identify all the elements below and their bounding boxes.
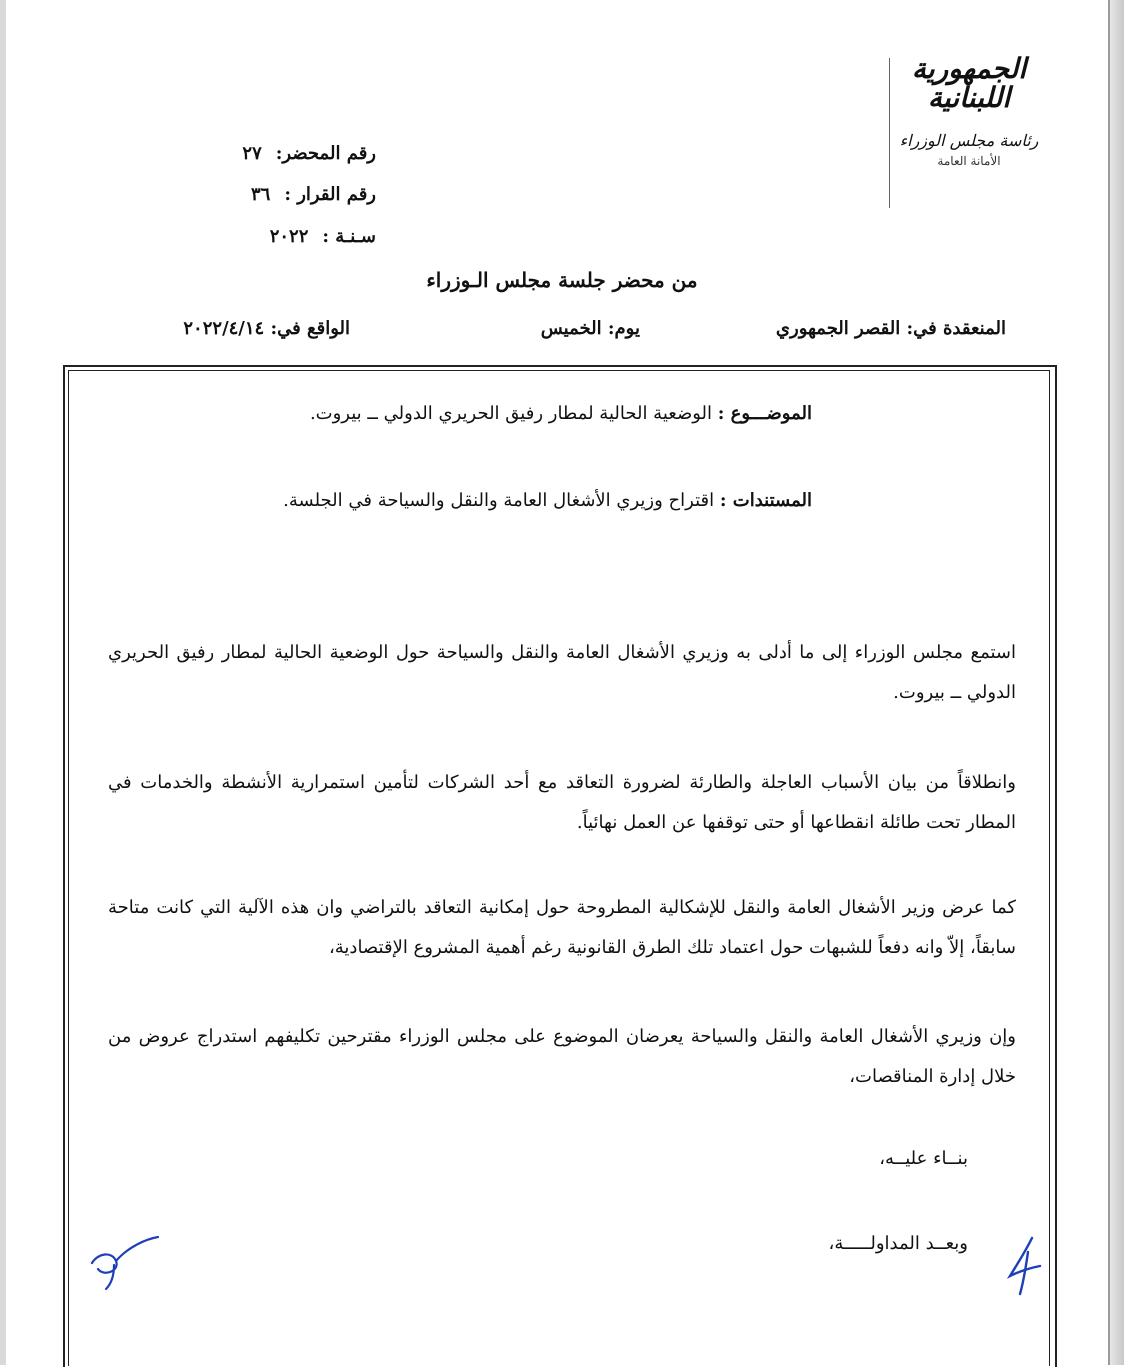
document-frame-inner [68,370,1050,1366]
initials-signature-right [1002,1232,1052,1302]
emblem-line-2: اللبنانية [927,81,1011,114]
documents-value: اقتراح وزيري الأشغال العامة والنقل والسياحة في الجلسة. [283,490,715,511]
subject [310,403,812,424]
year-label: سـنـة : [322,226,376,247]
session-day [541,318,640,339]
held-at-label: المنعقدة في: [906,318,1006,339]
subject-label: الموضـــوع : [717,403,812,424]
page-edge-left [0,0,6,1365]
decision-number [251,184,376,205]
decision-number-value: ٣٦ [250,184,271,205]
page-edge-right [1110,0,1124,1365]
session-day-label: يوم: [607,318,640,339]
deliberation-line: وبعــد المداولـــــة، [828,1233,968,1254]
emblem-divider [889,58,890,208]
documents [283,490,812,511]
emblem-line-4: الأمانة العامة [937,154,1001,168]
session-date [183,318,350,339]
paragraph-4: وإن وزيري الأشغال العامة والنقل والسياحة يعرضان الموضوع على مجلس الوزراء مقترحين تكليفهم استدراج عروض من خلال إدارة المناقصات، [108,1026,1016,1087]
paragraph-3: كما عرض وزير الأشغال العامة والنقل للإشكالية المطروحة حول إمكانية التعاقد بالتراضي وان هذه الآلية التي كانت متاحة سابقاً، إلاّ وانه دفعاً للشبهات حول اعتماد تلك الطرق القانونية رغم أهمية المشروع الإقتصادية، [108,897,1016,958]
minutes-number [242,143,376,164]
paragraph-2: وانطلاقاً من بيان الأسباب العاجلة والطارئة لضرورة التعاقد مع أحد الشركات لتأمين استمرارية الأنشطة والخدمات في المطار تحت طائلة انقطاعها أو حتى توقفها عن العمل نهائياً. [108,772,1017,833]
emblem-line-1: الجمهورية [911,52,1027,85]
minutes-number-label: رقم المحضر: [275,143,376,164]
year-value: ٢٠٢٢ [269,226,309,247]
session-date-label: الواقع في: [270,318,350,339]
session-date-value: ٢٠٢٢/٤/١٤ [183,318,265,339]
subject-value: الوضعية الحالية لمطار رفيق الحريري الدولي ــ بيروت. [309,403,713,424]
session-day-value: الخميس [540,318,602,339]
documents-label: المستندات : [719,490,812,511]
session-title: من محضر جلسة مجلس الـوزراء [426,268,698,292]
year [270,226,376,247]
decision-number-label: رقم القرار : [284,184,376,205]
emblem-line-3: رئاسة مجلس الوزراء [899,131,1039,150]
initials-signature-left [80,1225,170,1295]
emblem-logo [894,52,1044,168]
held-at-value: القصر الجمهوري [775,318,901,339]
based-on-line: بنــاء عليــه، [879,1148,968,1169]
held-at [776,318,1006,339]
paragraph-1: استمع مجلس الوزراء إلى ما أدلى به وزيري الأشغال العامة والنقل والسياحة حول الوضعية الحالية لمطار رفيق الحريري الدولي ــ بيروت. [108,642,1016,703]
minutes-number-value: ٢٧ [242,143,262,164]
